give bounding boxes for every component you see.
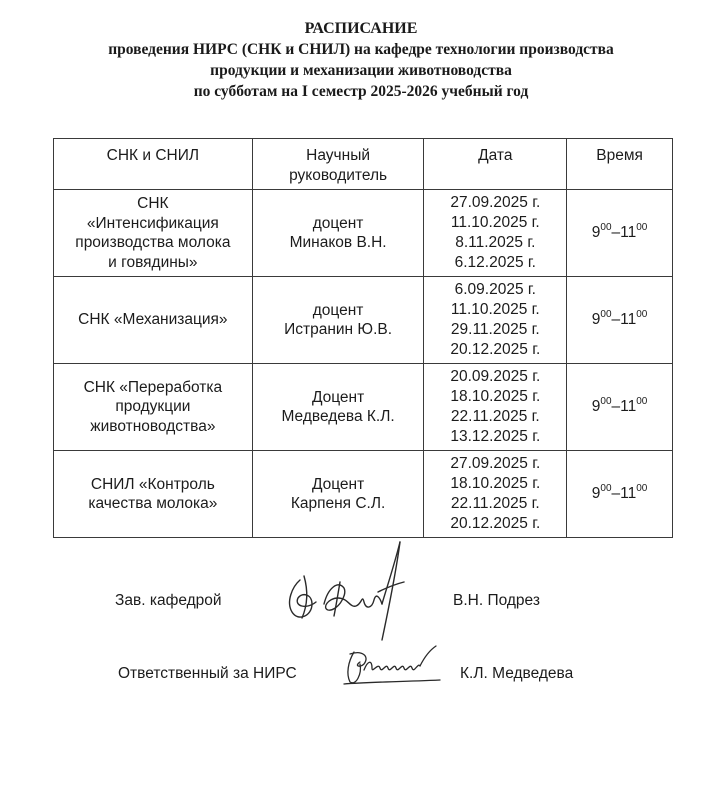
supervisor-cell (252, 364, 424, 451)
document-subtitle-line-1: проведения НИРС (СНК и СНИЛ) на кафедре технологии производства (108, 41, 614, 58)
supervisor-name: Минаков В.Н. (289, 234, 387, 251)
group-name-line: продукции (115, 398, 191, 416)
time-start-hour: 9 (591, 224, 601, 242)
time-end-minutes: 00 (636, 309, 648, 321)
supervisor-cell (252, 451, 424, 538)
time-separator: – (611, 224, 621, 242)
time-end-minutes: 00 (636, 396, 648, 408)
group-cell (54, 277, 253, 364)
group-name-line: производства молока (75, 234, 231, 251)
column-header-group: СНК и СНИЛ (54, 139, 253, 190)
group-name-line: животноводства» (90, 417, 216, 435)
column-header-date: Дата (424, 139, 567, 190)
session-date: 29.11.2025 г. (450, 321, 540, 338)
time-end-hour: 11 (620, 398, 637, 416)
nirs-responsible-label: Ответственный за НИРС (118, 665, 297, 682)
time-start-minutes: 00 (600, 309, 612, 321)
session-date: 20.12.2025 г. (450, 515, 541, 532)
session-date: 11.10.2025 г. (450, 214, 540, 231)
time-start-minutes: 00 (600, 222, 612, 234)
supervisor-name: Медведева К.Л. (281, 408, 395, 425)
group-name-line: СНК (137, 195, 169, 212)
time-start-minutes: 00 (600, 396, 612, 408)
table-header-row (54, 139, 673, 190)
time-cell (567, 277, 673, 364)
session-date: 18.10.2025 г. (450, 388, 541, 405)
nirs-responsible-signature (336, 640, 446, 690)
head-of-department-label: Зав. кафедрой (115, 592, 222, 609)
time-end-hour: 11 (620, 485, 637, 503)
group-name-line: «Интенсификация (86, 214, 219, 232)
dates-cell (424, 364, 567, 451)
document-heading (0, 18, 722, 102)
session-date: 18.10.2025 г. (450, 475, 541, 492)
time-cell (567, 451, 673, 538)
session-date: 27.09.2025 г. (450, 455, 541, 472)
session-date: 6.09.2025 г. (454, 281, 536, 298)
table-row (54, 277, 673, 364)
time-end-minutes: 00 (636, 483, 648, 495)
time-cell (567, 190, 673, 277)
group-cell (54, 364, 253, 451)
supervisor-title: Доцент (311, 475, 365, 493)
time-separator: – (611, 485, 621, 503)
supervisor-title: доцент (312, 214, 364, 232)
supervisor-cell (252, 190, 424, 277)
session-date: 20.12.2025 г. (450, 341, 541, 358)
session-date: 6.12.2025 г. (454, 254, 536, 271)
session-date: 22.11.2025 г. (450, 408, 540, 425)
document-title: РАСПИСАНИЕ (304, 20, 418, 37)
head-of-department-signature (278, 532, 418, 647)
dates-cell (424, 277, 567, 364)
document-subtitle-line-3: по субботам на I семестр 2025-2026 учебный год (193, 83, 529, 100)
time-end-hour: 11 (620, 311, 637, 329)
time-cell (567, 364, 673, 451)
supervisor-cell (252, 277, 424, 364)
supervisor-name: Истранин Ю.В. (284, 321, 393, 338)
time-separator: – (611, 398, 621, 416)
column-header-supervisor-line-2: руководитель (289, 166, 388, 184)
schedule-table (53, 138, 673, 538)
session-date: 13.12.2025 г. (450, 428, 541, 445)
session-date: 11.10.2025 г. (450, 301, 540, 318)
time-start-hour: 9 (591, 398, 601, 416)
time-end-minutes: 00 (636, 222, 648, 234)
session-date: 8.11.2025 г. (455, 234, 536, 251)
group-name-line: СНИЛ «Контроль (90, 475, 215, 493)
group-cell (54, 451, 253, 538)
group-cell (54, 190, 253, 277)
column-header-supervisor-line-1: Научный (306, 147, 370, 164)
table-row (54, 190, 673, 277)
group-name-line: и говядины» (108, 253, 198, 271)
supervisor-title: Доцент (311, 388, 365, 406)
time-end-hour: 11 (620, 224, 637, 242)
document-subtitle-line-2: продукции и механизации животноводства (210, 62, 512, 79)
group-name-line: СНК «Механизация» (78, 311, 228, 329)
group-name-line: качества молока» (88, 495, 218, 512)
time-start-hour: 9 (591, 311, 601, 329)
time-start-hour: 9 (591, 485, 601, 503)
time-separator: – (611, 311, 621, 329)
column-header-time: Время (567, 139, 673, 190)
column-header-supervisor (252, 139, 424, 190)
table-row (54, 451, 673, 538)
dates-cell (424, 190, 567, 277)
nirs-responsible-name: К.Л. Медведева (460, 665, 574, 682)
group-name-line: СНК «Переработка (83, 378, 223, 396)
table-row (54, 364, 673, 451)
session-date: 22.11.2025 г. (450, 495, 540, 512)
session-date: 20.09.2025 г. (450, 368, 541, 385)
dates-cell (424, 451, 567, 538)
time-start-minutes: 00 (600, 483, 612, 495)
session-date: 27.09.2025 г. (450, 194, 541, 211)
supervisor-title: доцент (312, 301, 364, 319)
supervisor-name: Карпеня С.Л. (290, 495, 386, 512)
head-of-department-name: В.Н. Подрез (453, 592, 540, 609)
